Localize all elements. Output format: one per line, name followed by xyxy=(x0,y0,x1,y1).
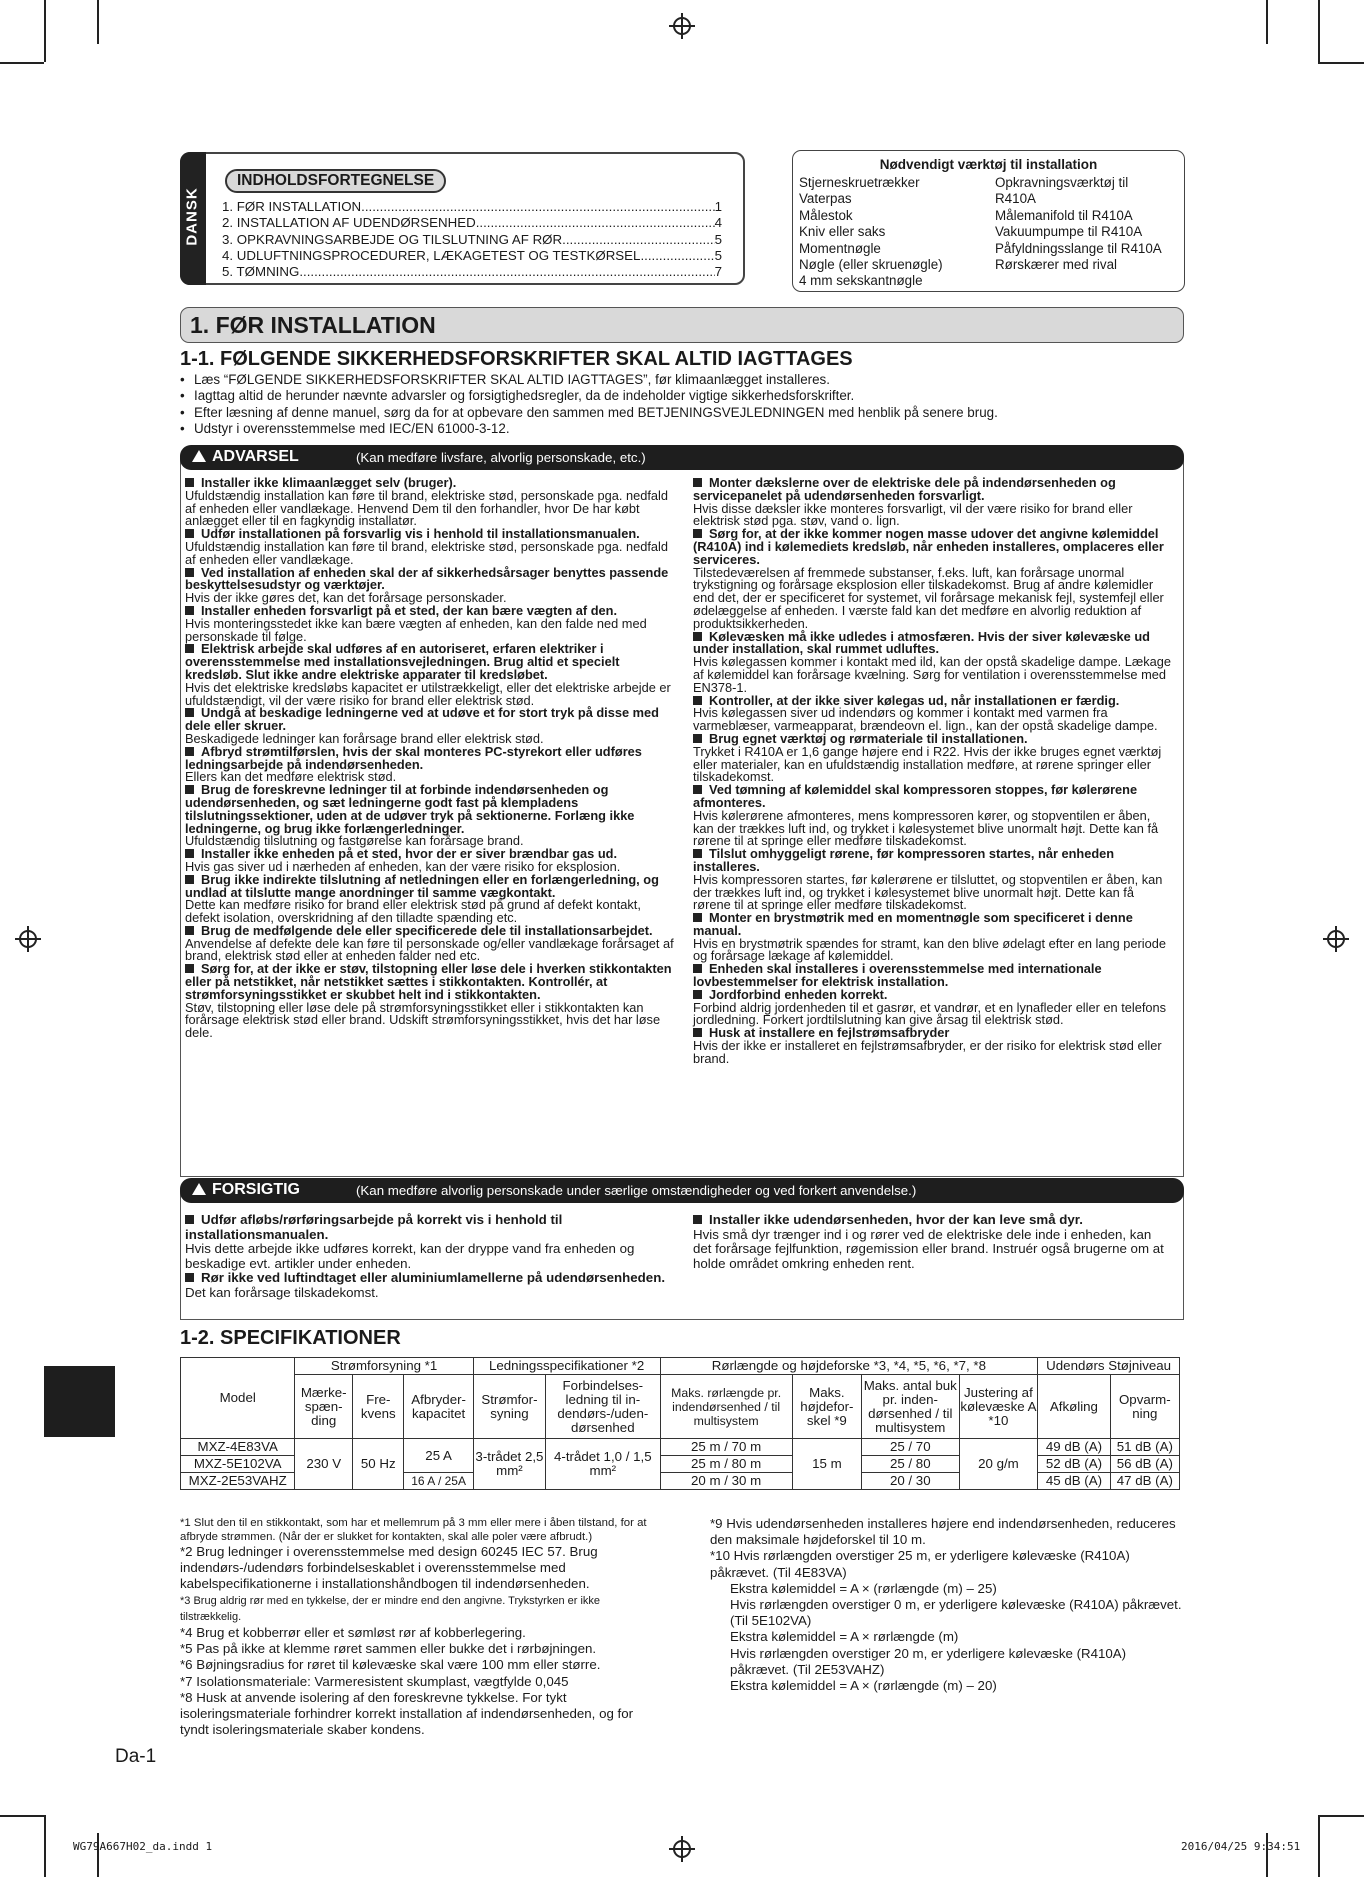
table-cell: MXZ-2E53VAHZ xyxy=(181,1473,295,1490)
caution-left-column xyxy=(185,1213,675,1301)
footnote: *2 Brug ledninger i overensstemmelse med design 60245 IEC 57. Brug indendørs-/udendørs forbindelseskablet i overensstemmelse med kabelspecifikationerne i installationshåndbogen til indendørsenheden. xyxy=(180,1544,598,1592)
warning-left-column xyxy=(185,477,675,1040)
tool-item: Kniv eller saks xyxy=(799,224,886,240)
safety-item: Ved tømning af kølemiddel skal kompressoren stoppes, før kølerørene afmonteres. Hvis kølerørene afmonteres, mens kompressoren kører, og stopventilen er åben, kan der trækkes luft ind, og trykket i kølesystemet blive unormalt højt. Dette kan få rørene til at springe eller medføre tilskadekomst. xyxy=(693,784,1173,848)
safety-item: Brug egnet værktøj og rørmateriale til installationen. Trykket i R410A er 1,6 gange højere end i R22. Hvis der ikke bruges egnet værktøj eller materialer, kan en ufuldstændig installation medføre, at rørene springer eller tilskadekomst. xyxy=(693,733,1173,784)
footnote: *6 Bøjningsradius for røret til kølevæske skal være 100 mm eller større. xyxy=(180,1657,601,1673)
footnote: Ekstra kølemiddel = A × (rørlængde (m) – 25) xyxy=(730,1580,997,1596)
date-footer: 2016/04/25 9:34:51 xyxy=(1181,1840,1301,1853)
tools-list-right xyxy=(995,175,1162,273)
tools-title: Nødvendigt værktøj til installation xyxy=(879,157,1098,172)
table-cell: 51 dB (A) xyxy=(1110,1439,1179,1456)
spec-col-header: Justering af kølevæske A *10 xyxy=(959,1375,1038,1439)
toc-item: 4. UDLUFTNINGSPROCEDURER, LÆKAGETEST OG TESTKØRSEL ..... 5 xyxy=(222,248,722,263)
table-cell: 20 / 30 xyxy=(861,1473,959,1490)
spec-col-header: Forbindelses-ledning til in-dendørs-/uden-dørsenhed xyxy=(546,1375,660,1439)
tool-item: Rørskærer med rival xyxy=(995,257,1118,273)
spec-group-header: Rørlængde og højdeforske *3, *4, *5, *6, *7, *8 xyxy=(660,1358,1038,1375)
footnote: *9 Hvis udendørsenheden installeres højere end indendørsenheden, reduceres den maksimale højdeforskel til 10 m. xyxy=(710,1516,1176,1548)
table-cell: 50 Hz xyxy=(353,1439,404,1490)
tool-item: 4 mm sekskantnøgle xyxy=(799,273,923,289)
spec-col-header: Afkøling xyxy=(1038,1375,1110,1439)
spec-table xyxy=(180,1357,1180,1490)
toc-title: INDHOLDSFORTEGNELSE xyxy=(225,169,446,193)
tool-item: Momentnøgle xyxy=(799,240,881,256)
tool-item: R410A xyxy=(995,191,1036,207)
toc-item: 2. INSTALLATION AF UDENDØRSENHED ..... 4 xyxy=(222,215,722,230)
toc-item: 3. OPKRAVNINGSARBEJDE OG TILSLUTNING AF RØR ..... 5 xyxy=(222,232,722,247)
footnote: *8 Husk at anvende isolering af den foreskrevne tykkelse. For tykt isoleringsmateriale forhindrer korrekt installation af indendørsenheden, og for tyndt isoleringsmateriale skaber kondens. xyxy=(180,1689,634,1738)
safety-item: Installer ikke klimaanlægget selv (bruger). Ufuldstændig installation kan føre til brand, elektriske stød, personskade pga. nedfald af enheden eller vandlækage. Henvend Dem til den forhandler, hvor De har købt anlægget eller til en fagkyndig installatør. xyxy=(185,477,675,528)
table-cell: 4-trådet 1,0 / 1,5 mm² xyxy=(546,1439,660,1490)
safety-item: Sørg for, at der ikke er støv, tilstopning eller løse dele i hverken stikkontakten eller på netstikket, når netstikket sættes i stikkontakten. Kontrollér, at strømforsyningsstikket er skubbet helt ind i stikkontakten. Støv, tilstopning eller løse dele på strømforsyningsstikket eller i stikkontakten kan forårsage elektrisk stød eller brand. Udskift strømforsyningsstikket, hvis det har løse dele. xyxy=(185,963,675,1040)
registration-mark-icon xyxy=(673,17,691,35)
safety-item: Ved installation af enheden skal der af sikkerhedsårsager benyttes passende beskyttelsesudstyr og værktøjer. Hvis der ikke gøres det, kan det forårsage personskader. xyxy=(185,567,675,605)
safety-item: Jordforbind enheden korrekt. Forbind aldrig jordenheden til et gasrør, et vandrør, et en lynafleder eller en telefons jordledning. Forkert jordtilslutning kan give årsag til elektrisk stød. xyxy=(693,989,1173,1027)
registration-mark-icon xyxy=(673,1840,691,1858)
toc-item: 1. FØR INSTALLATION ..... 1 xyxy=(222,199,722,214)
safety-item: Brug de medfølgende dele eller specificerede dele til installationsarbejdet. Anvendelse af defekte dele kan føre til personskade og/eller vandlækage forårsaget af brand, elektrisk stød eller at enheden falder ned etc. xyxy=(185,922,674,964)
table-cell: 25 m / 70 m xyxy=(660,1439,792,1456)
tool-item: Vakuumpumpe til R410A xyxy=(995,224,1143,240)
footnote: *10 Hvis rørlængden overstiger 25 m, er yderligere kølevæske (R410A) påkrævet. (Til 4E83VA) xyxy=(710,1548,1130,1580)
table-cell: 25 m / 80 m xyxy=(660,1456,792,1473)
tool-item: Målestok xyxy=(799,207,853,223)
safety-item: Elektrisk arbejde skal udføres af en autoriseret, erfaren elektriker i overensstemmelse med installationsvejledningen. Brug altid et specielt kredsløb. Slut ikke andre elektriske apparater til kredsløbet. Hvis det elektriske kredsløbs kapacitet er utilstrækkeligt, eller det elektriske arbejde er ufuldstændigt, vil der være risiko for brand eller elektrisk stød. xyxy=(185,643,675,707)
table-cell: 25 / 70 xyxy=(861,1439,959,1456)
bullet-item: • Læs “FØLGENDE SIKKERHEDSFORSKRIFTER SKAL ALTID IAGTTAGES”, før klimaanlægget installeres. xyxy=(180,372,830,387)
subsection-heading: 1-2. SPECIFIKATIONER xyxy=(180,1327,401,1349)
footnote: *3 Brug aldrig rør med en tykkelse, der er mindre end den angivne. Trykstyrken er ikke tilstrækkelig. xyxy=(180,1594,601,1623)
footnotes-right xyxy=(710,1516,1183,1694)
caution-bar: FORSIGTIG (Kan medføre alvorlig personskade under særlige omstændigheder og ved forkert anvendelse.) xyxy=(180,1178,1184,1203)
table-cell: MXZ-4E83VA xyxy=(181,1439,295,1456)
table-cell: 3-trådet 2,5 mm² xyxy=(473,1439,545,1490)
safety-item: Brug ikke indirekte tilslutning af netledningen eller en forlængerledning, og undlad at tilslutte mange anordninger til samme vægkontakt. Dette kan medføre risiko for brand eller elektrisk stød på grund af defekt kontakt, defekt isolation, overskridning af den tilladte spænding etc. xyxy=(185,874,675,925)
safety-item: Kontroller, at der ikke siver kølegas ud, når installationen er færdig. Hvis kølegassen siver ud indendørs og kommer i kontakt med varmen fra varmeblæser, varmeapparat, brændeovn el. lign., kan der opstå skadelige dampe. xyxy=(693,695,1173,733)
spec-group-header: Ledningsspecifikationer *2 xyxy=(473,1358,660,1375)
tool-item: Målemanifold til R410A xyxy=(995,207,1133,223)
spec-col-header: Opvarm-ning xyxy=(1110,1375,1179,1439)
page-number: Da-1 xyxy=(115,1746,157,1767)
spec-col-header: Mærke-spæn-ding xyxy=(295,1375,353,1439)
safety-item: Enheden skal installeres i overensstemmelse med internationale lovbestemmelser for elektrisk installation. xyxy=(693,963,1173,989)
warning-bar: ADVARSEL (Kan medføre livsfare, alvorlig personskade, etc.) xyxy=(180,445,1184,470)
safety-item: Installer enheden forsvarligt på et sted, der kan bære vægten af den. Hvis monteringsstedet ikke kan bære vægten af enheden, kan den falde ned med personskade til følge. xyxy=(185,605,675,643)
spec-col-header: Fre-kvens xyxy=(353,1375,404,1439)
registration-mark-icon xyxy=(19,930,37,948)
safety-item: Monter en brystmøtrik med en momentnøgle som specificeret i denne manual. Hvis en brystmøtrik spændes for stramt, kan den blive ødelagt efter en lang periode og forårsage lækage af kølemiddel. xyxy=(693,912,1173,963)
tool-item: Nøgle (eller skruenøgle) xyxy=(799,257,943,273)
page-tab-marker xyxy=(44,1366,115,1437)
warning-right-column xyxy=(693,477,1173,1066)
bullet-item: • Iagttag altid de herunder nævnte advarsler og forsigtighedsregler, da de indeholder vigtige sikkerhedsforskrifter. xyxy=(180,388,855,404)
table-cell: 45 dB (A) xyxy=(1038,1473,1110,1490)
footnote: Hvis rørlængden overstiger 0 m, er yderligere kølevæske (R410A) påkrævet. (Til 5E102VA) xyxy=(730,1597,1182,1629)
safety-item: Monter dækslerne over de elektriske dele på indendørsenheden og servicepanelet på udendørsenheden forsvarligt. Hvis disse dæksler ikke monteres forsvarligt, vil der være risiko for brand eller elektrisk stød pga. støv, vand o. lign. xyxy=(693,477,1173,528)
footnote: Ekstra kølemiddel = A × (rørlængde (m) – 20) xyxy=(730,1678,997,1694)
safety-item: Installer ikke enheden på et sted, hvor der er siver brændbar gas ud. Hvis gas siver ud i nærheden af enheden, kan der være risiko for eksplosion. xyxy=(185,848,675,874)
tool-item: Stjerneskruetrækker xyxy=(799,175,920,190)
spec-col-header: Afbryder-kapacitet xyxy=(404,1375,473,1439)
footnotes-left xyxy=(180,1516,655,1738)
spec-group-header: Strømforsyning *1 xyxy=(295,1358,473,1375)
table-cell: 47 dB (A) xyxy=(1110,1473,1179,1490)
toc-item: 5. TØMNING ..... 7 xyxy=(222,264,722,279)
spec-group-header: Udendørs Støjniveau xyxy=(1038,1358,1180,1375)
spec-col-header: Maks. højdefor-skel *9 xyxy=(792,1375,861,1439)
safety-item: Undgå at beskadige ledningerne ved at udøve et for stort tryk på disse med dele eller skruer. Beskadigede ledninger kan forårsage brand eller elektrisk stød. xyxy=(185,707,675,745)
footnote: *1 Slut den til en stikkontakt, som har et mellemrum på 3 mm eller mere i åben tilstand, for at afbryde strømmen. (Når der er slukket for kontakten, skal alle poler være afbrudt.) xyxy=(180,1517,647,1543)
table-cell: 230 V xyxy=(295,1439,353,1490)
table-cell: 25 A xyxy=(404,1439,473,1473)
safety-item: Afbryd strømtilførslen, hvis der skal monteres PC-styrekort eller udføres ledningsarbejde på indendørsenheden. Ellers kan det medføre elektrisk stød. xyxy=(185,746,675,784)
table-cell: 56 dB (A) xyxy=(1110,1456,1179,1473)
safety-item: Rør ikke ved luftindtaget eller aluminiumlamellerne på udendørsenheden. Det kan forårsage tilskadekomst. xyxy=(185,1271,675,1300)
language-tab: DANSK xyxy=(180,152,206,285)
safety-item: Sørg for, at der ikke kommer nogen masse udover det angivne kølemiddel (R410A) ind i kølemediets kredsløb, når enheden installeres, omplaceres eller serviceres. Tilstedeværelsen af fremmede substanser, f.eks. luft, kan forårsage unormal trykstigning og forårsage eksplosion eller tilskadekomst. Brug af andre kølemidler end det, der er specificeret for systemet, vil forårsage mekanisk fejl, systemfejl eller ødelæggelse af enheden. I værste fald kan det medføre en alvorlig reduktion af produktsikkerheden. xyxy=(693,528,1173,630)
spec-col-header: Maks. rørlængde pr. indendørsenhed / til multisystem xyxy=(660,1375,792,1439)
table-cell: MXZ-5E102VA xyxy=(181,1456,295,1473)
warning-triangle-icon xyxy=(192,450,206,462)
table-cell: 20 g/m xyxy=(959,1439,1038,1490)
safety-item: Kølevæsken må ikke udledes i atmosfæren. Hvis der siver kølevæske ud under installation, skal rummet udluftes. Hvis kølegassen kommer i kontakt med ild, kan der opstå skadelige dampe. Lækage af kølemiddel kan forårsage kvælning. Sørg for ventilation i overensstemmelse med EN378-1. xyxy=(693,631,1173,695)
registration-mark-icon xyxy=(1327,930,1345,948)
spec-col-header: Strømfor-syning xyxy=(473,1375,545,1439)
table-cell: 16 A / 25A xyxy=(404,1473,473,1490)
table-cell: 52 dB (A) xyxy=(1038,1456,1110,1473)
tool-item: Påfyldningsslange til R410A xyxy=(995,240,1162,256)
section-heading: 1. FØR INSTALLATION xyxy=(180,307,1184,343)
spec-col-header: Maks. antal buk pr. inden-dørsenhed / til multisystem xyxy=(861,1375,959,1439)
table-cell: 20 m / 30 m xyxy=(660,1473,792,1490)
safety-item: Brug de foreskrevne ledninger til at forbinde indendørsenheden og udendørsenheden, og sæt ledningerne godt fast på klempladens tilslutningssektioner, uden at de udøver tryk på sektionerne. Forlæng ikke ledningerne, og brug ikke forlængerledninger. Ufuldstændig tilslutning og fastgørelse kan forårsage brand. xyxy=(185,784,675,848)
footnote: *4 Brug et kobberrør eller et sømløst rør af kobberlegering. xyxy=(180,1625,526,1641)
safety-item: Tilslut omhyggeligt rørene, før kompressoren startes, når enheden installeres. Hvis kompressoren startes, før kølerørene er tilsluttet, og stopventilen er åben, kan der trækkes luft ind, og trykket i kølesystemet blive unormalt højt. Dette kan få rørene til at springe eller medføre tilskadekomst. xyxy=(693,848,1173,912)
tool-item: Vaterpas xyxy=(799,191,852,207)
footnote: Ekstra kølemiddel = A × rørlængde (m) xyxy=(730,1629,959,1645)
file-footer: WG79A667H02_da.indd 1 xyxy=(73,1840,213,1853)
subsection-heading: 1-1. FØLGENDE SIKKERHEDSFORSKRIFTER SKAL ALTID IAGTTAGES xyxy=(180,348,853,370)
table-cell: 15 m xyxy=(792,1439,861,1490)
table-cell: 49 dB (A) xyxy=(1038,1439,1110,1456)
footnote: Hvis rørlængden overstiger 20 m, er yderligere kølevæske (R410A) påkrævet. (Til 2E53VAHZ) xyxy=(730,1645,1127,1677)
spec-col-header: Model xyxy=(181,1358,295,1439)
safety-item: Installer ikke udendørsenheden, hvor der kan leve små dyr. Hvis små dyr trænger ind i og rører ved de elektriske dele inde i enheden, kan det forårsage fejlfunktion, røgemission eller brand. Instruér også brugerne om at holde området omkring enheden rent. xyxy=(693,1213,1173,1271)
bullet-item: • Efter læsning af denne manuel, sørg da for at opbevare den sammen med BETJENINGSVEJLEDNINGEN med henblik på senere brug. xyxy=(180,404,998,420)
tools-list-left xyxy=(799,175,943,290)
safety-item: Udfør installationen på forsvarlig vis i henhold til installationsmanualen. Ufuldstændig installation kan føre til brand, elektriske stød, personskade pga. nedfald af enheden eller vandlækage. xyxy=(185,528,675,566)
warning-triangle-icon xyxy=(192,1183,206,1195)
bullet-item: • Udstyr i overensstemmelse med IEC/EN 61000-3-12. xyxy=(180,420,510,436)
footnote: *7 Isolationsmateriale: Varmeresistent skumplast, vægtfylde 0,045 xyxy=(180,1673,569,1689)
footnote: *5 Pas på ikke at klemme røret sammen eller bukke det i rørbøjningen. xyxy=(180,1641,597,1657)
table-cell: 25 / 80 xyxy=(861,1456,959,1473)
safety-item: Husk at installere en fejlstrømsafbryder Hvis der ikke er installeret en fejlstrømsafbryder, er der risiko for elektrisk stød eller brand. xyxy=(693,1027,1173,1065)
caution-right-column xyxy=(693,1213,1173,1271)
safety-item: Udfør afløbs/rørføringsarbejde på korrekt vis i henhold til installationsmanualen. Hvis dette arbejde ikke udføres korrekt, kan der dryppe vand fra enheden og beskadige evt. artikler under enheden. xyxy=(185,1213,675,1271)
tool-item: Opkravningsværktøj til xyxy=(995,175,1129,190)
